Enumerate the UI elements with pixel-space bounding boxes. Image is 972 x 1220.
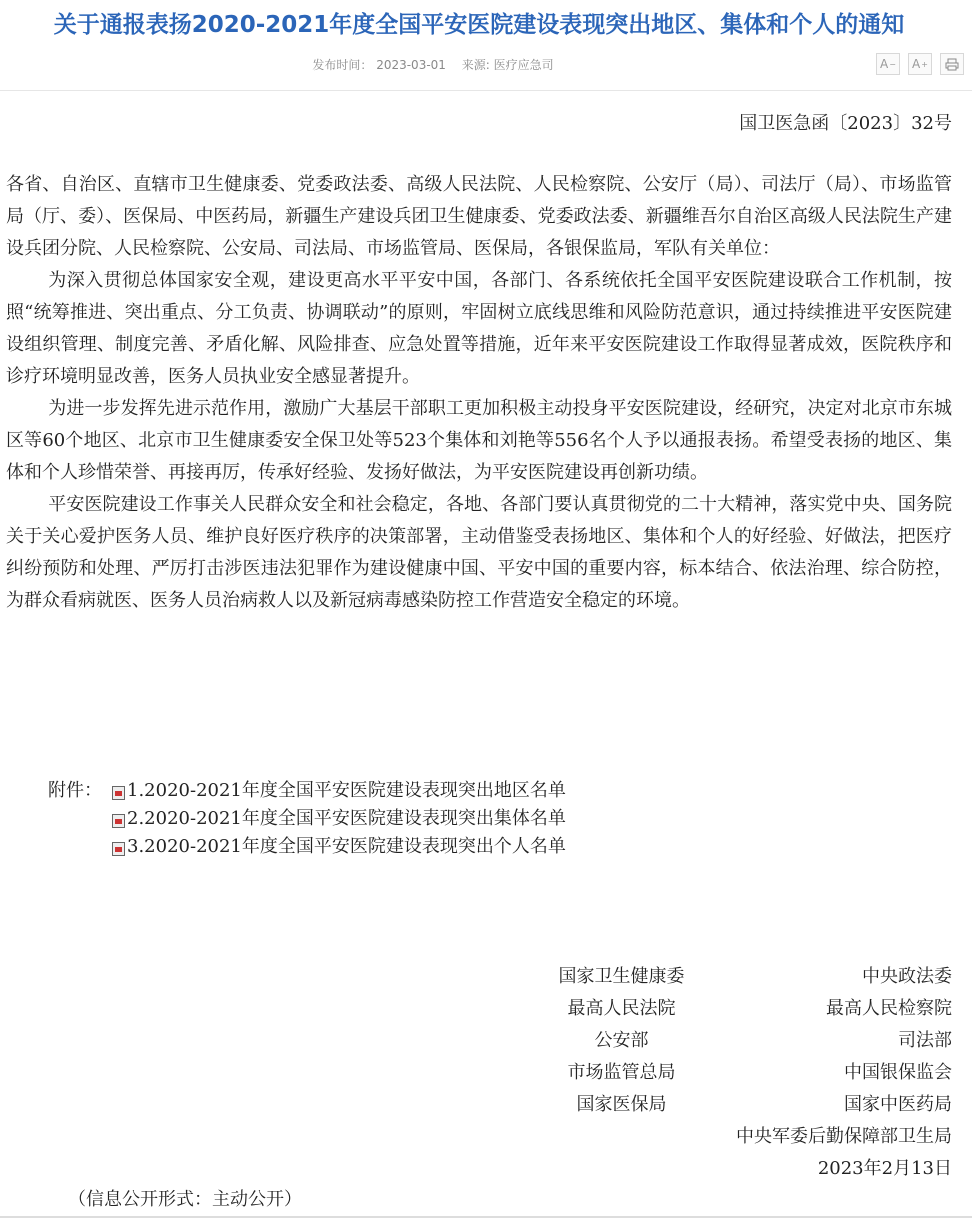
publish-label: 发布时间： <box>312 58 373 72</box>
source-value: 医疗应急司 <box>493 58 554 72</box>
font-larger-button[interactable]: A + <box>908 53 932 75</box>
signing-date: 2023年2月13日 <box>817 1158 952 1179</box>
attachment-link-1[interactable]: 1.2020-2021年度全国平安医院建设表现突出地区名单 <box>127 780 566 801</box>
disclosure-note: （信息公开形式：主动公开） <box>68 1189 302 1210</box>
pdf-icon <box>112 814 125 828</box>
printer-icon <box>945 58 959 71</box>
signatory: 中国银保监会 <box>844 1062 952 1083</box>
signatory: 中央军委后勤保障部卫生局 <box>736 1126 952 1147</box>
attachment-row <box>48 777 566 805</box>
document-number: 国卫医急函〔2023〕32号 <box>739 113 952 134</box>
publish-date-value: 2023-03-01 <box>376 58 446 72</box>
signatories-right <box>826 961 952 1121</box>
attachments <box>48 777 566 861</box>
signatory: 国家中医药局 <box>844 1094 952 1115</box>
paragraph-2: 为进一步发挥先进示范作用，激励广大基层干部职工更加积极主动投身平安医院建设，经研究，决定对北京市东城区等60个地区、北京市卫生健康委安全保卫处等523个集体和刘艳等556名个人予以通报表扬。希望受表扬的地区、集体和个人珍惜荣誉、再接再厉，传承好经验、发扬好做法，为平安医院建设再创新功绩。 <box>6 398 952 483</box>
signatory: 最高人民检察院 <box>826 998 952 1019</box>
attachment-link-2[interactable]: 2.2020-2021年度全国平安医院建设表现突出集体名单 <box>127 808 566 829</box>
source-label: 来源: <box>461 58 490 72</box>
font-smaller-button[interactable]: A − <box>876 53 900 75</box>
header-divider <box>0 90 972 91</box>
signatory: 国家医保局 <box>576 1094 667 1115</box>
signatories-left <box>540 961 703 1121</box>
signatory: 中央政法委 <box>862 966 952 987</box>
signatory: 最高人民法院 <box>567 998 676 1019</box>
recipients: 各省、自治区、直辖市卫生健康委、党委政法委、高级人民法院、人民检察院、公安厅（局）、司法厅（局）、市场监管局（厅、委）、医保局、中医药局，新疆生产建设兵团卫生健康委、党委政法委、新疆维吾尔自治区高级人民法院生产建设兵团分院、人民检察院、公安局、司法局、市场监管局、医保局，各银保监局，军队有关单位： <box>6 174 952 259</box>
attachment-row <box>48 805 566 833</box>
pdf-icon <box>112 842 125 856</box>
print-button[interactable] <box>940 53 964 75</box>
signatories-bottom <box>736 1121 952 1185</box>
document-body <box>6 169 952 617</box>
publish-date <box>312 58 446 72</box>
attachment-row <box>48 833 566 861</box>
signatory: 司法部 <box>898 1030 952 1051</box>
article-meta <box>0 56 866 73</box>
font-larger-icon: A <box>912 57 921 71</box>
paragraph-3: 平安医院建设工作事关人民群众安全和社会稳定，各地、各部门要认真贯彻党的二十大精神，落实党中央、国务院关于关心爱护医务人员、维护良好医疗秩序的决策部署，主动借鉴受表扬地区、集体和个人的好经验、好做法，把医疗纠纷预防和处理、严厉打击涉医违法犯罪作为建设健康中国、平安中国的重要内容，标本结合、依法治理、综合防控，为群众看病就医、医务人员治病救人以及新冠病毒感染防控工作营造安全稳定的环境。 <box>6 494 952 611</box>
toolbar <box>876 53 964 75</box>
signatory: 国家卫生健康委 <box>558 966 685 987</box>
attachment-link-3[interactable]: 3.2020-2021年度全国平安医院建设表现突出个人名单 <box>127 836 566 857</box>
attachments-label: 附件： <box>48 780 102 801</box>
source <box>462 58 554 72</box>
footer-divider <box>0 1216 972 1218</box>
signatory: 公安部 <box>594 1030 649 1051</box>
signatory: 市场监管总局 <box>567 1062 676 1083</box>
paragraph-1: 为深入贯彻总体国家安全观，建设更高水平平安中国，各部门、各系统依托全国平安医院建设联合工作机制，按照“统筹推进、突出重点、分工负责、协调联动”的原则，牢固树立底线思维和风险防范意识，通过持续推进平安医院建设组织管理、制度完善、矛盾化解、风险排查、应急处置等措施，近年来平安医院建设工作取得显著成效，医院秩序和诊疗环境明显改善，医务人员执业安全感显著提升。 <box>6 270 952 387</box>
page-title: 关于通报表扬2020-2021年度全国平安医院建设表现突出地区、集体和个人的通知 <box>53 12 905 38</box>
pdf-icon <box>112 786 125 800</box>
font-smaller-icon: A <box>880 57 889 71</box>
